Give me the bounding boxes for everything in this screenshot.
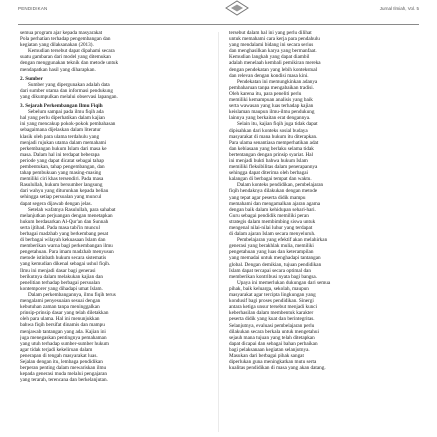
text-line: 2. Sumber bbox=[20, 75, 43, 82]
text-line: tersebut dalam hal ini yang perlu dilihat bbox=[229, 30, 312, 36]
text-line: dapat segera dijawab dengan jelas. bbox=[20, 200, 92, 207]
text-line: 3. Sejarah Perkembangan Ilmu Fiqih bbox=[20, 103, 103, 110]
text-line: pengetahuan yang luas dan keterampilan bbox=[229, 249, 314, 256]
text-line: untuk memahami cara kerja para pendahulu bbox=[229, 36, 320, 43]
text-line: oleh para ulama. Hal ini menunjukkan bbox=[20, 316, 100, 323]
text-line: yang tepat agar peserta didik mampu bbox=[229, 194, 306, 201]
text-line: sebagaimana dijelaskan dalam literatur bbox=[20, 127, 101, 134]
text-line: periode yang dapat dicatat sebagai tahap bbox=[20, 157, 104, 164]
text-line: dan kebiasaan yang berlaku selama tidak bbox=[229, 145, 314, 152]
text-line: dari wahyu yang diturunkan kepada beliau bbox=[20, 188, 109, 195]
text-line: pengetahuan. Para imam madzhab menyusun bbox=[20, 249, 114, 256]
text-line: bertentangan dengan prinsip syariat. Hal bbox=[229, 151, 313, 158]
text-line: Pembelajaran yang efektif akan melahirkan bbox=[237, 237, 328, 244]
text-line: Pola perhatian terhadap pengembangan dan bbox=[20, 36, 111, 43]
text-line: Guru sebagai pendidik memiliki peran bbox=[229, 212, 309, 219]
text-line: hukum berdasarkan Al-Qur'an dan Sunnah bbox=[20, 218, 109, 225]
text-line: dari sumber utama dan informasi pendukung bbox=[20, 87, 113, 94]
text-line: diperlukan guna meningkatkan mutu serta bbox=[229, 359, 317, 366]
text-line: pihak, baik keluarga, sekolah, maupun bbox=[229, 285, 309, 292]
text-line: penerapan di tengah masyarakat luas. bbox=[20, 352, 98, 359]
text-line: Selain itu, kajian fiqih juga tidak dapat bbox=[237, 121, 318, 128]
text-line: bagi pelaksanaan kegiatan selanjutnya. bbox=[229, 346, 310, 353]
text-line: yang utuh terhadap sumber-sumber hukum bbox=[20, 340, 109, 347]
text-line: strategis dalam membimbing siswa untuk bbox=[229, 218, 316, 225]
text-line: Sejalan dengan itu, lembaga pendidikan bbox=[20, 358, 103, 365]
text-line: dan relevan dengan kondisi masa kini. bbox=[229, 72, 309, 79]
text-line: Upaya ini memerlukan dukungan dari semua bbox=[237, 279, 331, 286]
text-line: Pendekatan ini memungkinkan adanya bbox=[237, 78, 318, 85]
text-line: generasi yang berakhlak mulia, memiliki bbox=[229, 243, 314, 250]
text-line: di dalam ajaran Islam secara menyeluruh. bbox=[229, 231, 316, 238]
text-line: mengenal nilai-nilai luhur yang terdapat bbox=[229, 225, 313, 231]
text-line: yang dikumpulkan melalui observasi lapangan. bbox=[20, 93, 118, 100]
text-line: sejauh mana tujuan yang telah ditetapkan bbox=[229, 334, 315, 341]
text-line: Oleh karena itu, para peneliti perlu bbox=[229, 90, 302, 97]
text-line: kepada generasi muda melalui pengajaran bbox=[20, 371, 107, 378]
journal-name: PENDIDIKAN bbox=[18, 6, 48, 11]
text-line: kegiatan yang dilaksanakan (2013). bbox=[20, 42, 94, 49]
text-line: Sumber yang dipergunakan adalah data bbox=[28, 81, 110, 88]
text-line: berperan penting dalam mewariskan ilmu bbox=[20, 365, 107, 372]
text-line: memiliki fleksibilitas dalam penerapannya bbox=[229, 164, 318, 171]
text-line: hal yang perlu diperhatikan dalam kajian bbox=[20, 115, 105, 122]
text-line: metode istinbath hukum secara sistematis bbox=[20, 255, 107, 262]
text-line: dilakukan secara berkala untuk mengetahui bbox=[229, 328, 319, 335]
text-line: memberikan warna bagi perkembangan ilmu bbox=[20, 243, 113, 250]
text-line: Masukan dari berbagai pihak sangat bbox=[229, 352, 304, 359]
text-line: Kemudian tersebut dapat dipahami secara bbox=[28, 48, 115, 55]
text-line: penelitian terhadap berbagai persoalan bbox=[20, 279, 100, 286]
text-line: menjadi rujukan utama dalam memahami bbox=[20, 139, 107, 146]
text-line: memiliki ciri khas tersendiri. Pada masa bbox=[20, 176, 104, 183]
journal-citation: Jurnal Ilmiah, Vol. 5 bbox=[379, 6, 419, 11]
text-line: keislaman maupun ilmu-ilmu pendukung bbox=[229, 109, 315, 116]
text-line: ini yang mencakup pokok-pokok pembahasan bbox=[20, 121, 116, 128]
text-line: semua program ajar kepada masyarakat bbox=[20, 30, 103, 36]
text-line: adalah menelaah kembali pemikiran mereka bbox=[229, 60, 321, 67]
text-line: Rasulullah, hukum bersumber langsung bbox=[20, 182, 103, 189]
text-line: dipisahkan dari konteks sosial budaya bbox=[229, 127, 308, 134]
column-gutter bbox=[218, 32, 219, 432]
text-line: antara ketiga unsur tersebut menjadi kunci bbox=[229, 304, 318, 311]
text-line: dengan baik dalam kehidupan sehari-hari. bbox=[229, 206, 316, 213]
running-header bbox=[18, 2, 419, 25]
text-line: dan menghasilkan karya yang bermanfaat. bbox=[229, 48, 317, 55]
text-line: Ilmu ini menjadi dasar bagi generasi bbox=[20, 267, 96, 274]
text-line: bahwa fiqih bersifat dinamis dan mampu bbox=[20, 322, 105, 329]
text-line: Dalam konteks pendidikan, pembelajaran bbox=[237, 182, 324, 189]
text-line: masa. Dalam hal ini terdapat beberapa bbox=[20, 151, 100, 158]
text-line: lainnya yang berkaitan erat dengannya. bbox=[229, 115, 311, 122]
text-line: Islam dapat tercapai secara optimal dan bbox=[229, 267, 311, 274]
text-line: berbagai madzhab yang berkembang pesat bbox=[20, 231, 109, 237]
text-line: yang memadai untuk menghadapi tantangan bbox=[229, 255, 321, 262]
left-column bbox=[20, 30, 208, 383]
text-line: yang kemudian dikenal sebagai ushul fiqih. bbox=[20, 261, 111, 268]
text-line: mendapatkan hasil yang diharapkan. bbox=[20, 66, 96, 73]
text-line: fiqih hendaknya dilakukan dengan metode bbox=[229, 188, 318, 195]
text-line: mengalami penyesuaian sesuai dengan bbox=[20, 298, 101, 305]
text-line: kebutuhan zaman tanpa meninggalkan bbox=[20, 304, 100, 311]
text-line: serta wawasan yang luas terhadap kajian bbox=[229, 103, 314, 110]
text-line: memberikan kontribusi nyata bagi bangsa. bbox=[229, 273, 318, 280]
text-line: Para ulama senantiasa memperhatikan adat bbox=[229, 139, 319, 146]
text-line: perkembangan hukum Islam dari masa ke bbox=[20, 145, 107, 152]
text-line: yang terarah, terencana dan berkelanjutan. bbox=[20, 377, 108, 384]
text-line: memiliki kemampuan analisis yang baik bbox=[229, 97, 313, 104]
text-line: kalangan di berbagai tempat dan waktu. bbox=[229, 176, 312, 183]
text-line: di berbagai wilayah kekuasaan Islam dan bbox=[20, 237, 106, 244]
text-line: klasik oleh para ulama terdahulu yang bbox=[20, 133, 100, 140]
text-line: sehingga setiap persoalan yang muncul bbox=[20, 194, 102, 201]
text-line: kontemporer yang dihadapi umat Islam. bbox=[20, 285, 103, 292]
text-line: yang mendalami bidang ini secara serius bbox=[229, 42, 314, 49]
text-line: berikutnya dalam melakukan kajian dan bbox=[20, 273, 103, 280]
text-line: Setelah wafatnya Rasulullah, para sahabat bbox=[28, 206, 116, 213]
right-column bbox=[229, 30, 417, 371]
text-line: memahami dan mengamalkan ajaran agama bbox=[229, 200, 321, 207]
text-line: tahap pembukuan yang masing-masing bbox=[20, 170, 102, 177]
text-line: kualitas pendidikan di masa yang akan datang. bbox=[229, 365, 326, 372]
text-line: Selanjutnya, evaluasi pembelajaran perlu bbox=[229, 322, 315, 329]
text-line: ini menjadi bukti bahwa hukum Islam bbox=[229, 157, 308, 164]
text-line: prinsip-prinsip dasar yang telah diletakkan bbox=[20, 310, 109, 317]
text-line: keberhasilan dalam membentuk karakter bbox=[229, 310, 314, 317]
text-line: Kemudian langkah yang dapat diambil bbox=[229, 54, 310, 61]
text-line: global. Dengan demikian, tujuan pendidikan bbox=[229, 261, 322, 268]
text-line: pembentukan, tahap pengembangan, dan bbox=[20, 163, 105, 170]
text-line: Dalam perkembangannya, ilmu fiqih terus bbox=[28, 291, 116, 298]
text-line: dapat dicapai dan sebagai bahan perbaikan bbox=[229, 340, 318, 347]
text-line: serta ijtihad. Pada masa tabi'in muncul bbox=[20, 224, 100, 231]
text-line: juga menegaskan pentingnya pemahaman bbox=[20, 334, 107, 341]
text-line: Sebelum sampai pada ilmu fiqih ada bbox=[28, 109, 104, 116]
text-line: melanjutkan perjuangan dengan menetapkan bbox=[20, 212, 113, 219]
text-line: sehingga dapat diterima oleh berbagai bbox=[229, 170, 308, 177]
journal-logo-icon bbox=[224, 0, 250, 18]
text-line: menjawab tantangan yang ada. Kajian ini bbox=[20, 328, 106, 335]
text-line: dengan menggunakan teknik dan metode untuk bbox=[20, 60, 119, 67]
text-line: suatu gambaran dari model yang ditemukan bbox=[20, 54, 111, 61]
text-line: dengan pendekatan yang lebih kontekstual bbox=[229, 66, 318, 73]
text-line: agar tidak terjadi kekeliruan dalam bbox=[20, 346, 93, 353]
text-line: peserta didik yang kuat dan berintegritas. bbox=[229, 316, 315, 323]
text-line: pembaharuan tanpa mengabaikan tradisi. bbox=[229, 84, 314, 91]
text-line: kondusif bagi proses pendidikan. Sinergi bbox=[229, 298, 314, 305]
text-line: masyarakat agar tercipta lingkungan yang bbox=[229, 292, 316, 299]
text-line: masyarakat di mana hukum itu diterapkan. bbox=[229, 133, 318, 140]
